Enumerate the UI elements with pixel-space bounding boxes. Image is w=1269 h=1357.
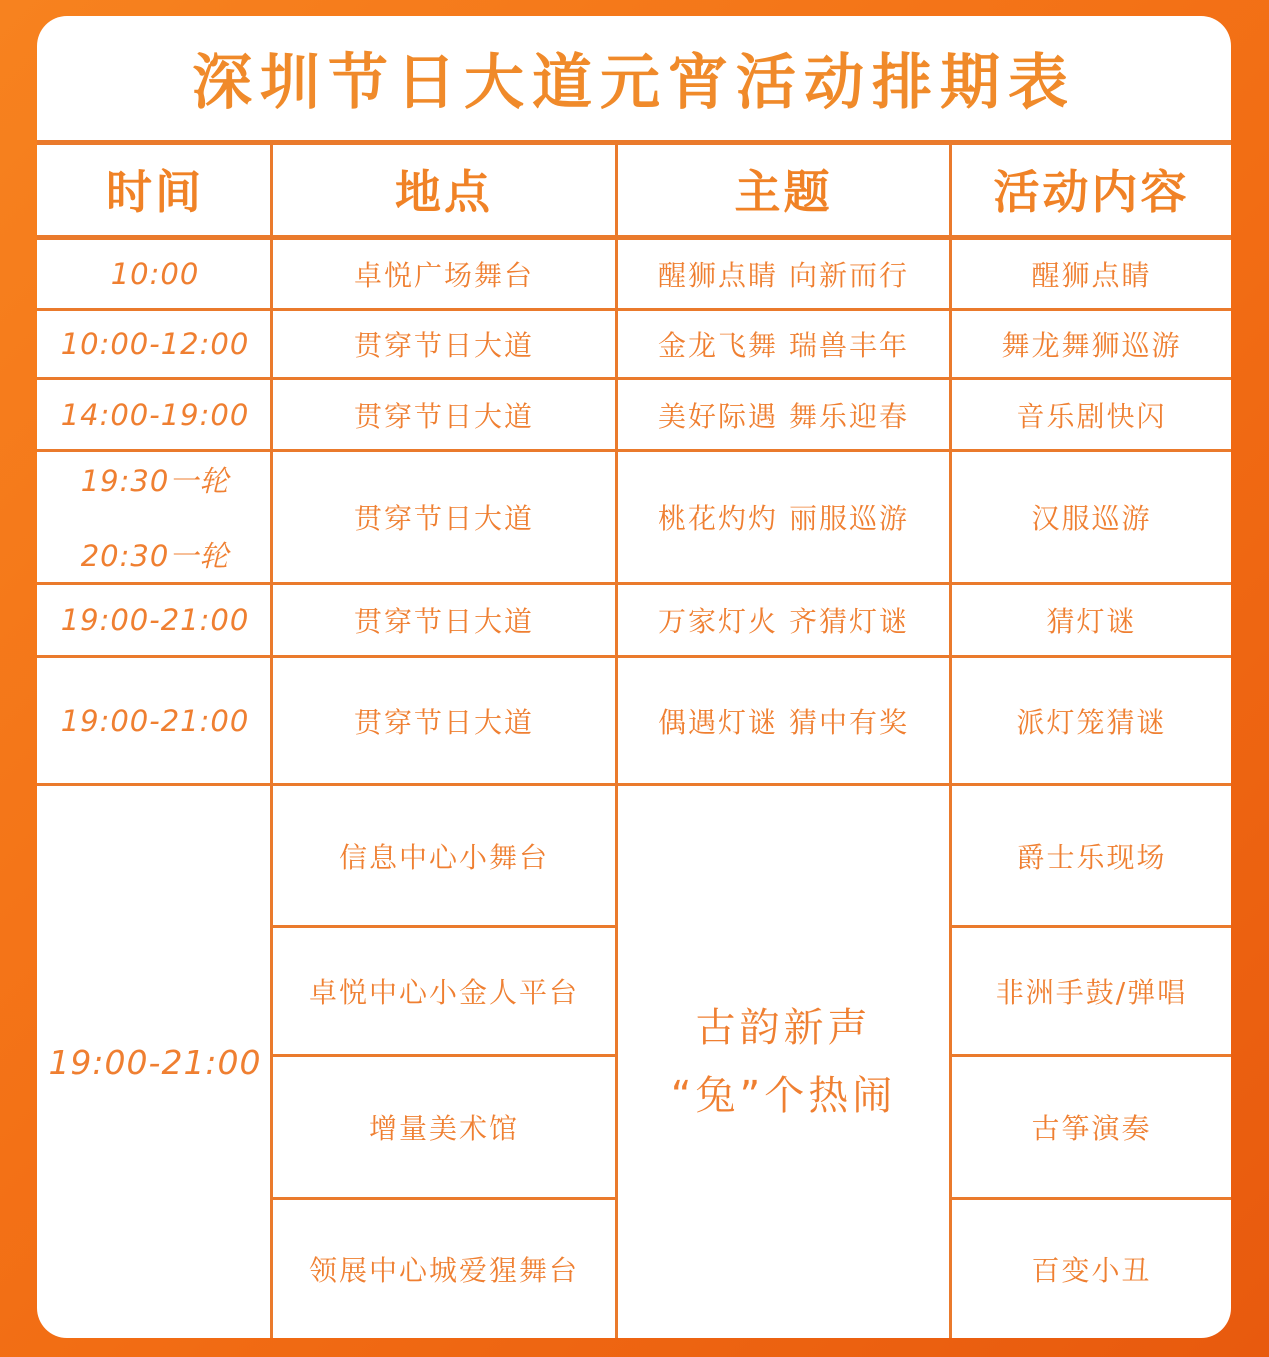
header-theme: 主题 [734, 164, 833, 219]
row-3-time: 19:30一轮 20:30一轮 [80, 464, 230, 573]
row-2-theme: 美好际遇 舞乐迎春 [658, 399, 909, 433]
row-1-location: 贯穿节日大道 [353, 329, 534, 362]
row-4-theme: 万家灯火 齐猜灯谜 [658, 605, 909, 638]
row-4-time: 19:00-21:00 [60, 603, 250, 637]
group-item-2-location: 增量美术馆 [368, 1112, 519, 1145]
group-item-3-location: 领展中心城爱猩舞台 [308, 1254, 579, 1287]
group-theme [618, 786, 949, 1338]
schedule-table [37, 140, 1231, 1338]
row-1-theme: 金龙飞舞 瑞兽丰年 [658, 329, 909, 362]
group-item-0-content: 爵士乐现场 [1016, 840, 1167, 874]
group-item-3-content: 百变小丑 [1031, 1254, 1152, 1287]
group-item-2-content: 古筝演奏 [1031, 1112, 1152, 1145]
row-3-theme: 桃花灼灼 丽服巡游 [658, 502, 909, 535]
page-title: 深圳节日大道元宵活动排期表 [192, 48, 1076, 118]
group-item-1-content: 非洲手鼓/弹唱 [995, 976, 1188, 1009]
group-item-0-location: 信息中心小舞台 [338, 840, 549, 874]
row-0-time: 10:00 [110, 257, 200, 291]
header-time: 时间 [106, 164, 204, 219]
row-2-location: 贯穿节日大道 [353, 399, 534, 433]
row-5-theme: 偶遇灯谜 猜中有奖 [658, 705, 909, 739]
group-item-1-location: 卓悦中心小金人平台 [308, 976, 579, 1009]
row-0-theme: 醒狮点睛 向新而行 [658, 259, 909, 292]
row-5-time: 19:00-21:00 [60, 703, 250, 738]
group-theme-line-1: 古韵新声 [695, 1005, 872, 1051]
group-theme-line-2: “兔”个热闹 [670, 1073, 897, 1119]
row-0-content: 醒狮点睛 [1031, 259, 1152, 292]
row-1-content: 舞龙舞狮巡游 [1001, 329, 1182, 362]
row-4-location: 贯穿节日大道 [353, 605, 534, 638]
row-4-content: 猜灯谜 [1046, 605, 1137, 638]
row-5-location: 贯穿节日大道 [353, 705, 534, 739]
row-2-time: 14:00-19:00 [60, 397, 250, 432]
row-2-content: 音乐剧快闪 [1016, 399, 1167, 433]
header-content: 活动内容 [993, 164, 1190, 219]
group-time: 19:00-21:00 [48, 1042, 262, 1082]
row-3-content: 汉服巡游 [1031, 502, 1152, 535]
row-0-location: 卓悦广场舞台 [353, 259, 534, 292]
row-5-content: 派灯笼猜谜 [1016, 705, 1167, 739]
row-1-time: 10:00-12:00 [60, 327, 250, 361]
row-3-location: 贯穿节日大道 [353, 502, 534, 535]
header-location: 地点 [395, 164, 493, 219]
schedule-card [37, 16, 1231, 1338]
